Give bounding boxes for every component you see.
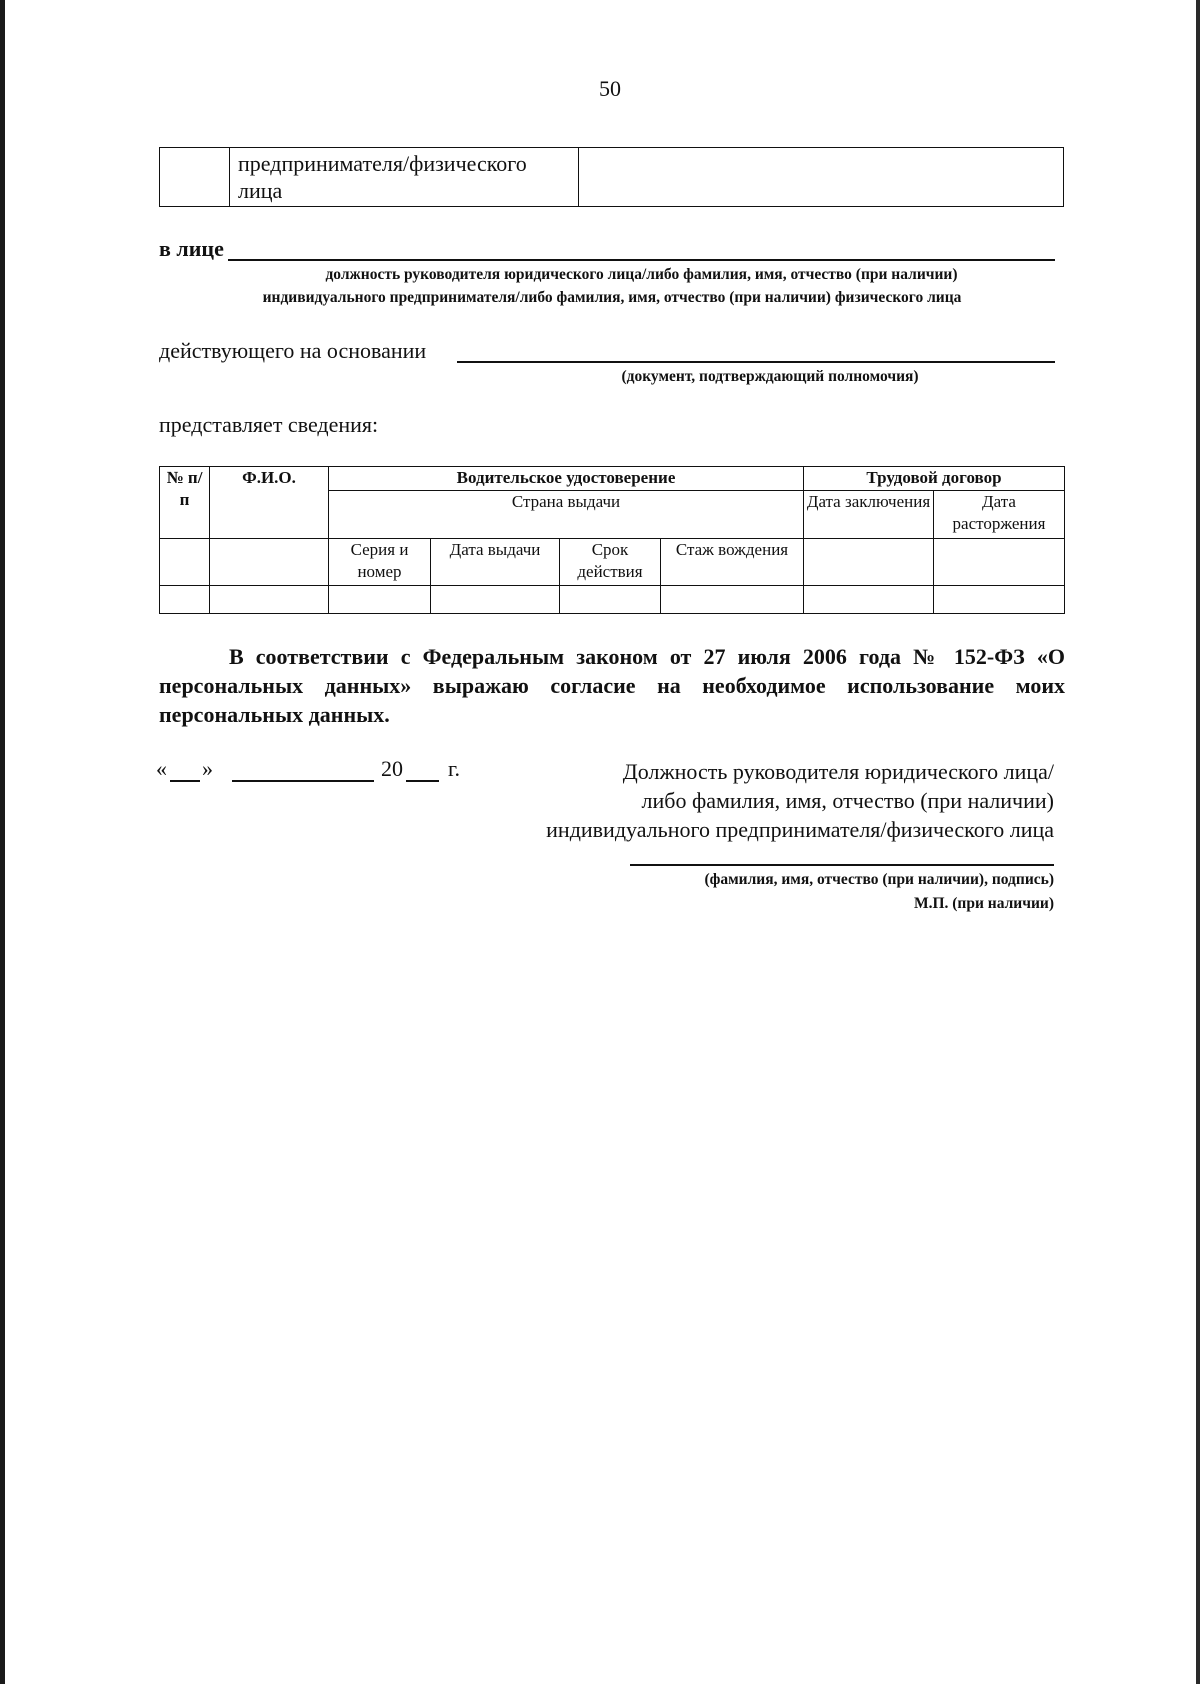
header-contract-start: Дата заключения xyxy=(804,491,934,539)
header-contract: Трудовой договор xyxy=(804,467,1065,491)
data-cell xyxy=(329,586,431,614)
scan-edge-left xyxy=(0,0,5,1684)
consent-text: В соответствии с Федеральным законом от 27 июля 2006 года № 152-ФЗ «О персональных данных» выражаю согласие на необходимое использование моих персональных данных. xyxy=(159,644,1065,727)
representative-label: в лице xyxy=(159,236,224,261)
data-cell xyxy=(160,586,210,614)
signature-line xyxy=(630,864,1054,866)
representative-caption-1: должность руководителя юридического лица/либо фамилия, имя, отчество (при наличии) xyxy=(325,266,958,283)
date-year-suffix: г. xyxy=(448,756,461,781)
intro-text: представляет сведения: xyxy=(159,412,379,437)
header-issue-date: Дата выдачи xyxy=(431,539,560,586)
header-experience: Стаж вождения xyxy=(661,539,804,586)
basis-caption: (документ, подтверждающий полномочия) xyxy=(621,368,919,385)
date-open-quote: « xyxy=(156,756,167,781)
date-year-prefix: 20 xyxy=(381,756,403,781)
data-cell xyxy=(934,586,1065,614)
continuation-table xyxy=(159,147,1064,207)
header-country: Страна выдачи xyxy=(329,491,804,539)
drivers-table xyxy=(159,466,1065,614)
representative-line xyxy=(228,259,1055,261)
signature-line-3: индивидуального предпринимателя/физического лица xyxy=(546,817,1054,842)
cell-empty xyxy=(210,539,329,586)
basis-label: действующего на основании xyxy=(159,338,427,363)
continuation-cell-value xyxy=(579,148,1064,207)
continuation-cell-text: предпринимателя/физического лица xyxy=(230,148,579,207)
data-cell xyxy=(804,586,934,614)
signature-line-2: либо фамилия, имя, отчество (при наличии) xyxy=(641,788,1054,813)
representative-caption-2: индивидуального предпринимателя/либо фамилия, имя, отчество (при наличии) физического лица xyxy=(262,289,962,306)
data-cell xyxy=(661,586,804,614)
header-series: Серия и номер xyxy=(329,539,431,586)
stamp-note: М.П. (при наличии) xyxy=(913,895,1054,912)
basis-line xyxy=(457,361,1055,363)
signature-caption: (фамилия, имя, отчество (при наличии), подпись) xyxy=(704,871,1054,888)
header-validity: Срок действия xyxy=(560,539,661,586)
date-month-line xyxy=(232,780,374,782)
consent-paragraph xyxy=(159,642,1065,729)
cell-empty xyxy=(934,539,1065,586)
header-license: Водительское удостоверение xyxy=(329,467,804,491)
data-cell xyxy=(560,586,661,614)
continuation-cell-empty xyxy=(160,148,230,207)
data-cell xyxy=(210,586,329,614)
scan-edge-right xyxy=(1196,0,1200,1684)
cell-empty xyxy=(804,539,934,586)
signature-line-1: Должность руководителя юридического лица/ xyxy=(622,759,1054,784)
header-num: № п/п xyxy=(160,467,210,539)
page-number: 50 xyxy=(599,76,621,101)
date-year-line xyxy=(406,780,439,782)
date-day-line xyxy=(170,780,200,782)
header-contract-end: Дата расторжения xyxy=(934,491,1065,539)
data-cell xyxy=(431,586,560,614)
header-fio: Ф.И.О. xyxy=(210,467,329,539)
date-close-quote: » xyxy=(202,756,213,781)
cell-empty xyxy=(160,539,210,586)
